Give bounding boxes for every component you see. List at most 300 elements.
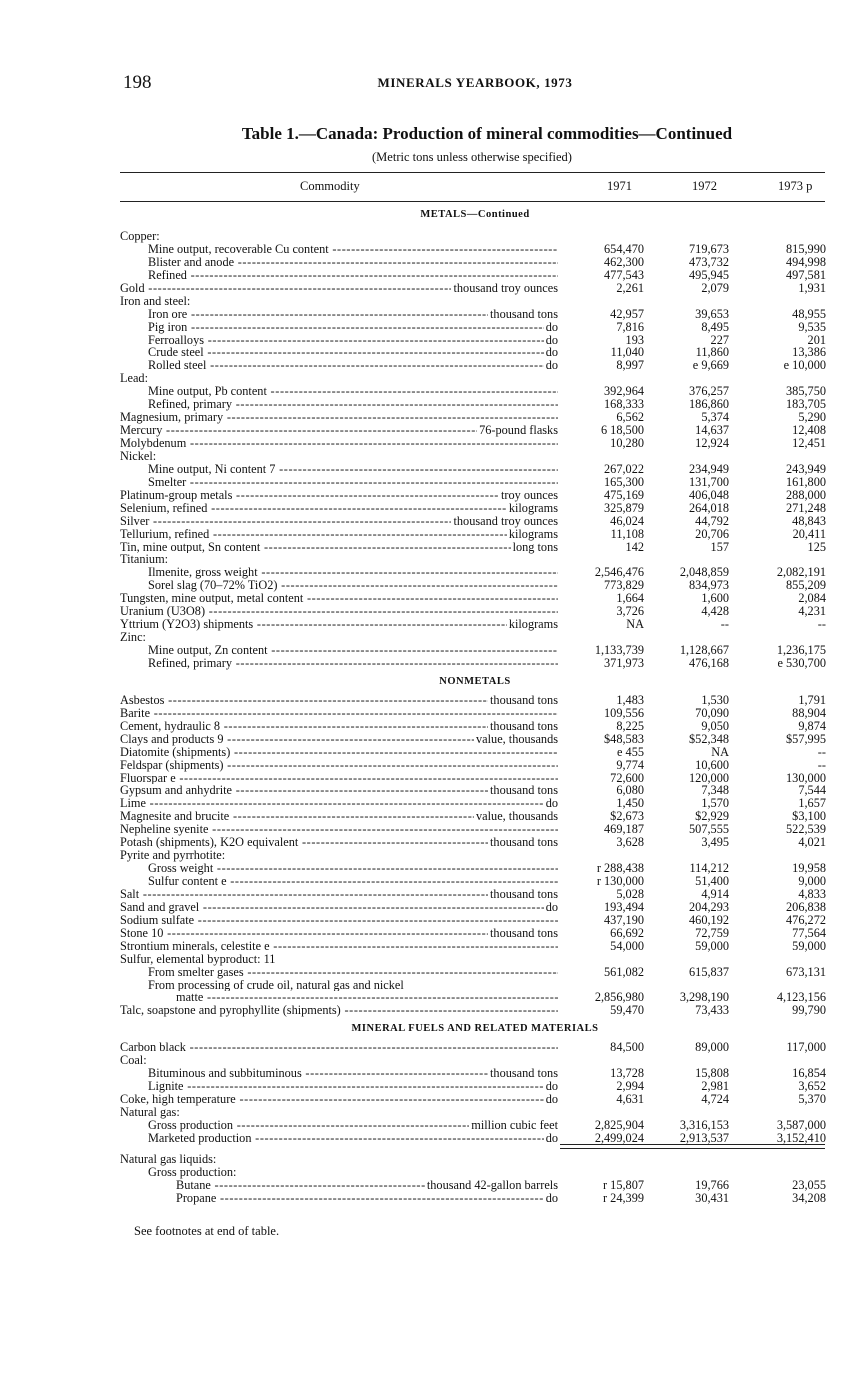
row-label-text: Rolled steel (148, 359, 207, 373)
cell-1971: 392,964 (604, 384, 644, 399)
table-row (120, 914, 830, 927)
row-label-text: Stone 10 (120, 926, 164, 940)
table-row (120, 901, 830, 914)
table-subtitle: (Metric tons unless otherwise specified) (372, 150, 572, 164)
cell-1971: 8,997 (616, 358, 644, 373)
double-rule (560, 1144, 825, 1149)
row-label (120, 759, 558, 772)
cell-1973: 161,800 (786, 474, 826, 489)
row-unit: thousand troy ounces (453, 513, 558, 528)
cell-1972: NA (711, 744, 729, 759)
cell-1971: 2,994 (616, 1079, 644, 1094)
table-row (120, 359, 830, 372)
row-label (120, 644, 558, 657)
row-label-text: Feldspar (shipments) (120, 758, 224, 772)
row-label-text: Asbestos (120, 693, 165, 707)
cell-1972: 4,724 (701, 1092, 729, 1107)
row-label-text: Barite (120, 706, 151, 720)
cell-1971: 2,546,476 (594, 565, 644, 580)
column-header-1973: 1973 p (778, 179, 813, 193)
row-label-text: Sulfur content e (148, 875, 227, 888)
cell-1971: 193,494 (604, 899, 644, 914)
table-row (120, 308, 830, 321)
page-number: 198 (123, 72, 152, 93)
cell-1971: 8,225 (616, 718, 644, 733)
table-row (120, 966, 830, 979)
row-label (120, 269, 558, 282)
row-label-text: Iron ore (148, 307, 188, 321)
row-unit: kilograms (508, 526, 558, 541)
cell-1973: 88,904 (792, 705, 826, 720)
cell-1973: 815,990 (786, 241, 826, 256)
cell-1972: 72,759 (695, 925, 729, 940)
cell-1973: $3,100 (792, 809, 826, 824)
cell-1973: -- (817, 744, 826, 759)
cell-1971: r 15,807 (603, 1177, 644, 1192)
row-label-text: Refined (148, 268, 187, 282)
table-row (120, 746, 830, 759)
cell-1972: 114,212 (689, 861, 729, 876)
cell-1971: e 455 (617, 744, 644, 759)
table-row (120, 269, 830, 282)
table-row (120, 515, 830, 528)
row-label (120, 295, 558, 308)
row-label-text: Magnesium, primary (120, 411, 224, 425)
row-label-text: Gold (120, 281, 145, 295)
cell-1971: 11,108 (610, 526, 644, 541)
cell-1973: e 10,000 (783, 358, 826, 373)
row-label (120, 528, 558, 541)
row-label-text: Gross weight (148, 862, 214, 876)
cell-1971: 54,000 (610, 938, 644, 953)
table-row (120, 256, 830, 269)
table-body (120, 205, 830, 1205)
row-label-text: Mine output, recoverable Cu content (148, 242, 329, 256)
column-header-1972: 1972 (692, 179, 717, 193)
row-unit: do (545, 345, 558, 360)
row-label-text: Tin, mine output, Sn content (120, 540, 261, 554)
row-label (120, 657, 558, 670)
cell-1971: NA (626, 617, 644, 632)
cell-1971: 9,774 (616, 757, 644, 772)
cell-1973: 476,272 (786, 912, 826, 927)
table-row (120, 875, 830, 888)
cell-1973: 855,209 (786, 578, 826, 593)
row-label-text: Refined, primary (148, 656, 233, 670)
row-unit: do (545, 796, 558, 811)
row-unit: thousand troy ounces (453, 280, 558, 295)
row-unit: million cubic feet (471, 1117, 558, 1132)
row-unit: thousand tons (490, 783, 558, 798)
cell-1971: 142 (625, 539, 644, 554)
cell-1973: e 530,700 (777, 655, 826, 670)
row-label-text: Mine output, Pb content (148, 385, 267, 399)
cell-1972: 1,128,667 (679, 643, 729, 657)
cell-1973: 59,000 (792, 938, 826, 953)
cell-1972: e 9,669 (692, 358, 729, 373)
row-label (120, 592, 558, 605)
cell-1972: 8,495 (701, 319, 729, 334)
cell-1972: 507,555 (689, 822, 729, 837)
row-label-text: Coke, high temperature (120, 1093, 236, 1107)
cell-1971: 5,028 (616, 886, 644, 901)
column-header-commodity: Commodity (300, 179, 360, 193)
cell-1972: 73,433 (695, 1003, 729, 1018)
table-row (120, 282, 830, 295)
cell-1973: -- (817, 757, 826, 772)
cell-1972: 157 (710, 539, 729, 554)
cell-1973: 183,705 (786, 397, 826, 412)
row-unit: do (545, 1079, 558, 1094)
row-label-text: Iron and steel: (120, 294, 191, 308)
cell-1971: r 288,438 (596, 861, 644, 876)
row-label (120, 502, 558, 515)
row-unit: do (545, 899, 558, 914)
cell-1972: 19,766 (695, 1177, 729, 1192)
row-label (120, 875, 558, 888)
cell-1971: 437,190 (604, 912, 644, 927)
row-label (120, 476, 558, 489)
cell-1973: 3,652 (798, 1079, 826, 1094)
row-label-text: Natural gas liquids: (120, 1152, 217, 1166)
cell-1972: 3,298,190 (679, 990, 729, 1005)
row-label-text: Lime (120, 797, 146, 811)
row-label (120, 991, 558, 1004)
cell-1971: 3,726 (616, 604, 644, 619)
table-row (120, 720, 830, 733)
row-label-text: Lead: (120, 372, 148, 386)
row-unit: long tons (512, 539, 558, 554)
cell-1971: 3,628 (616, 835, 644, 850)
cell-1973: 673,131 (786, 964, 826, 979)
row-label-text: Ilmenite, gross weight (148, 566, 258, 580)
row-unit: thousand tons (490, 835, 558, 850)
cell-1973: 16,854 (792, 1066, 826, 1081)
row-label (120, 631, 558, 644)
table-row (120, 450, 830, 463)
row-label-text: Nepheline syenite (120, 823, 209, 837)
table-top-rule (120, 172, 825, 173)
cell-1971: 1,133,739 (594, 643, 644, 657)
cell-1971: 462,300 (604, 254, 644, 269)
row-label (120, 1041, 558, 1054)
row-label (120, 605, 558, 618)
row-label-text: Propane (176, 1191, 217, 1205)
section-heading: METALS—Continued (420, 209, 530, 220)
cell-1972: 406,048 (689, 487, 729, 502)
table-row (120, 953, 830, 966)
row-label (120, 463, 558, 476)
cell-1972: 473,732 (689, 254, 729, 269)
row-label (120, 618, 558, 631)
row-label-text: Natural gas: (120, 1106, 180, 1119)
footnote: See footnotes at end of table. (134, 1224, 280, 1238)
row-label-text: Potash (shipments), K2O equivalent (120, 836, 299, 850)
row-unit: do (545, 332, 558, 347)
cell-1972: 30,431 (695, 1190, 729, 1205)
row-label-text: Carbon black (120, 1041, 186, 1055)
row-label-text: Blister and anode (148, 255, 235, 269)
row-label (120, 398, 558, 411)
table-row (120, 759, 830, 772)
row-label (120, 1132, 558, 1145)
cell-1971: 325,879 (604, 500, 644, 515)
row-label (120, 437, 558, 450)
cell-1973: 2,082,191 (776, 565, 826, 580)
cell-1973: 1,791 (798, 692, 826, 707)
row-label-text: Magnesite and brucite (120, 810, 230, 824)
table-row (120, 1093, 830, 1106)
cell-1973: 243,949 (786, 461, 826, 476)
cell-1971: 1,450 (616, 796, 644, 811)
cell-1972: 476,168 (689, 655, 729, 670)
row-label (120, 953, 558, 966)
cell-1972: 9,050 (701, 718, 729, 733)
cell-1972: 234,949 (689, 461, 729, 476)
cell-1973: 4,833 (798, 886, 826, 901)
row-label-text: Marketed production (148, 1131, 252, 1145)
row-unit: thousand tons (490, 886, 558, 901)
cell-1971: 6,562 (616, 410, 644, 425)
cell-1972: 3,316,153 (679, 1117, 729, 1132)
row-unit: thousand tons (490, 692, 558, 707)
row-label-text: Zinc: (120, 631, 146, 645)
cell-1973: 206,838 (786, 899, 826, 914)
cell-1971: 6,080 (616, 783, 644, 798)
cell-1971: 84,500 (610, 1040, 644, 1055)
cell-1973: 130,000 (786, 770, 826, 785)
row-unit: do (545, 319, 558, 334)
row-label-text: Bituminous and subbituminous (148, 1067, 302, 1081)
cell-1973: 9,874 (798, 718, 826, 733)
table-row (120, 437, 830, 450)
row-label (120, 256, 558, 269)
row-unit: troy ounces (500, 487, 558, 502)
cell-1972: 204,293 (689, 899, 729, 914)
cell-1971: 6 18,500 (600, 423, 644, 438)
row-label-text: Smelter (148, 475, 187, 489)
row-label-text: Mine output, Zn content (148, 644, 268, 657)
cell-1973: 48,843 (792, 513, 826, 528)
cell-1971: 469,187 (604, 822, 644, 837)
row-label-text: Diatomite (shipments) (120, 745, 231, 759)
cell-1973: 12,451 (792, 436, 826, 450)
row-label (120, 966, 558, 979)
row-label (120, 746, 558, 759)
row-label (120, 553, 558, 566)
row-label-text: Crude steel (148, 346, 204, 360)
row-unit: do (545, 1092, 558, 1107)
row-label-text: Sodium sulfate (120, 913, 195, 927)
cell-1971: 267,022 (604, 461, 644, 476)
cell-1971: 654,470 (604, 241, 644, 256)
cell-1972: 719,673 (689, 241, 729, 256)
cell-1971: 13,728 (610, 1066, 644, 1081)
cell-1973: 201 (807, 332, 826, 347)
row-label-text: Platinum-group metals (120, 488, 233, 502)
cell-1971: 1,664 (616, 591, 644, 606)
row-unit: thousand 42-gallon barrels (426, 1177, 558, 1192)
cell-1971: 2,856,980 (594, 990, 644, 1005)
cell-1973: 34,208 (792, 1190, 826, 1205)
row-label (120, 346, 558, 359)
cell-1973: 4,231 (798, 604, 826, 619)
row-label-text: Pyrite and pyrrhotite: (120, 849, 226, 863)
cell-1971: 168,333 (604, 397, 644, 412)
table-row (120, 618, 830, 631)
cell-1973: 5,290 (798, 410, 826, 425)
table-row (120, 295, 830, 308)
row-label-text: Coal: (120, 1054, 147, 1068)
spacer (120, 1145, 830, 1153)
cell-1972: 1,570 (701, 796, 729, 811)
row-label-text: Tellurium, refined (120, 527, 210, 541)
cell-1973: 23,055 (792, 1177, 826, 1192)
row-label (120, 541, 558, 554)
row-label-text: Mercury (120, 424, 163, 438)
table-header-rule (120, 201, 825, 202)
cell-1973: $57,995 (786, 731, 826, 746)
cell-1971: 11,040 (610, 345, 644, 360)
row-label-text: Refined, primary (148, 398, 233, 412)
table-row (120, 694, 830, 707)
cell-1972: 460,192 (689, 912, 729, 927)
row-label (120, 849, 558, 862)
row-label (120, 385, 558, 398)
row-label-text: Sand and gravel (120, 900, 200, 914)
table-row (120, 940, 830, 953)
cell-1972: 4,914 (701, 886, 729, 901)
cell-1971: 2,261 (616, 280, 644, 295)
cell-1972: -- (720, 617, 729, 632)
row-label-text: Silver (120, 514, 150, 528)
cell-1972: 10,600 (695, 757, 729, 772)
row-label (120, 1004, 558, 1017)
table-row (120, 230, 830, 243)
row-label (120, 707, 558, 720)
row-label (120, 450, 558, 463)
section-heading: NONMETALS (439, 675, 511, 687)
row-label (120, 1093, 558, 1106)
table-row (120, 644, 830, 657)
cell-1973: 9,535 (798, 319, 826, 334)
table-title: Table 1.—Canada: Production of mineral commodities—Continued (241, 124, 733, 143)
cell-1971: 475,169 (604, 487, 644, 502)
table-row (120, 707, 830, 720)
cell-1971: $2,673 (610, 809, 644, 824)
row-unit: do (545, 1130, 558, 1145)
cell-1973: 20,411 (792, 526, 826, 541)
row-unit: thousand tons (490, 306, 558, 321)
table-row (120, 657, 830, 670)
cell-1971: 42,957 (610, 306, 644, 321)
row-unit: value, thousands (476, 731, 558, 746)
cell-1973: 19,958 (792, 861, 826, 876)
row-label-text: Nickel: (120, 449, 157, 463)
cell-1971: 2,499,024 (594, 1130, 644, 1145)
cell-1972: 4,428 (701, 604, 729, 619)
cell-1973: 522,539 (786, 822, 826, 837)
running-title: MINERALS YEARBOOK, 1973 (377, 75, 573, 90)
table-row (120, 1041, 830, 1054)
row-label-text: Fluorspar e (120, 771, 176, 785)
row-label (120, 566, 558, 579)
cell-1972: 44,792 (695, 513, 729, 528)
row-label-text: Titanium: (120, 553, 169, 567)
row-label-text: matte (176, 991, 204, 1005)
table-row (120, 502, 830, 515)
cell-1973: 385,750 (786, 384, 826, 399)
cell-1973: 48,955 (792, 306, 826, 321)
cell-1972: 89,000 (695, 1040, 729, 1055)
cell-1971: 10,280 (610, 436, 644, 450)
row-label (120, 1166, 558, 1179)
table-row (120, 476, 830, 489)
table-row (120, 541, 830, 554)
cell-1971: 7,816 (616, 319, 644, 334)
cell-1972: $52,348 (689, 731, 729, 746)
row-label-text: From processing of crude oil, natural gas and nickel (148, 978, 404, 992)
table-row (120, 463, 830, 476)
row-label-text: Gross production: (148, 1165, 237, 1179)
row-label-text: Molybdenum (120, 437, 187, 450)
cell-1972: 11,860 (695, 345, 729, 360)
page-header (120, 72, 830, 96)
cell-1973: 77,564 (792, 925, 826, 940)
cell-1973: 13,386 (792, 345, 826, 360)
section-heading: MINERAL FUELS AND RELATED MATERIALS (351, 1023, 599, 1035)
row-label-text: Sorel slag (70–72% TiO2) (148, 579, 278, 593)
table-row (120, 1192, 830, 1205)
row-label (120, 359, 558, 372)
row-label (120, 579, 558, 592)
cell-1973: -- (817, 617, 826, 632)
row-unit: thousand tons (490, 925, 558, 940)
cell-1973: 5,370 (798, 1092, 826, 1107)
cell-1973: 1,931 (798, 280, 826, 295)
table-row (120, 733, 830, 746)
table-row (120, 1153, 830, 1166)
row-label-text: Sulfur, elemental byproduct: 11 (120, 952, 276, 966)
cell-1971: 561,082 (604, 964, 644, 979)
row-label (120, 862, 558, 875)
row-label-text: Talc, soapstone and pyrophyllite (shipments) (120, 1004, 341, 1018)
row-label (120, 1106, 558, 1119)
cell-1972: 264,018 (689, 500, 729, 515)
cell-1972: 1,600 (701, 591, 729, 606)
table-row (120, 1179, 830, 1192)
table-row (120, 243, 830, 256)
row-unit: 76-pound flasks (479, 423, 558, 438)
cell-1973: 497,581 (786, 267, 826, 282)
table-row (120, 927, 830, 940)
row-unit: do (545, 358, 558, 373)
cell-1972: 376,257 (689, 384, 729, 399)
row-label (120, 321, 558, 334)
cell-1971: 773,829 (604, 578, 644, 593)
cell-1972: 1,530 (701, 692, 729, 707)
row-label-text: Gypsum and anhydrite (120, 784, 233, 798)
row-label (120, 372, 558, 385)
row-label-text: Salt (120, 887, 140, 901)
cell-1973: 4,123,156 (776, 990, 826, 1005)
cell-1972: 2,913,537 (679, 1130, 729, 1145)
row-label-text: Clays and products 9 (120, 732, 224, 746)
row-label-text: Yttrium (Y2O3) shipments (120, 618, 254, 632)
cell-1973: 271,248 (786, 500, 826, 515)
row-label-text: Copper: (120, 230, 160, 243)
row-label-text: Mine output, Ni content 7 (148, 462, 276, 476)
